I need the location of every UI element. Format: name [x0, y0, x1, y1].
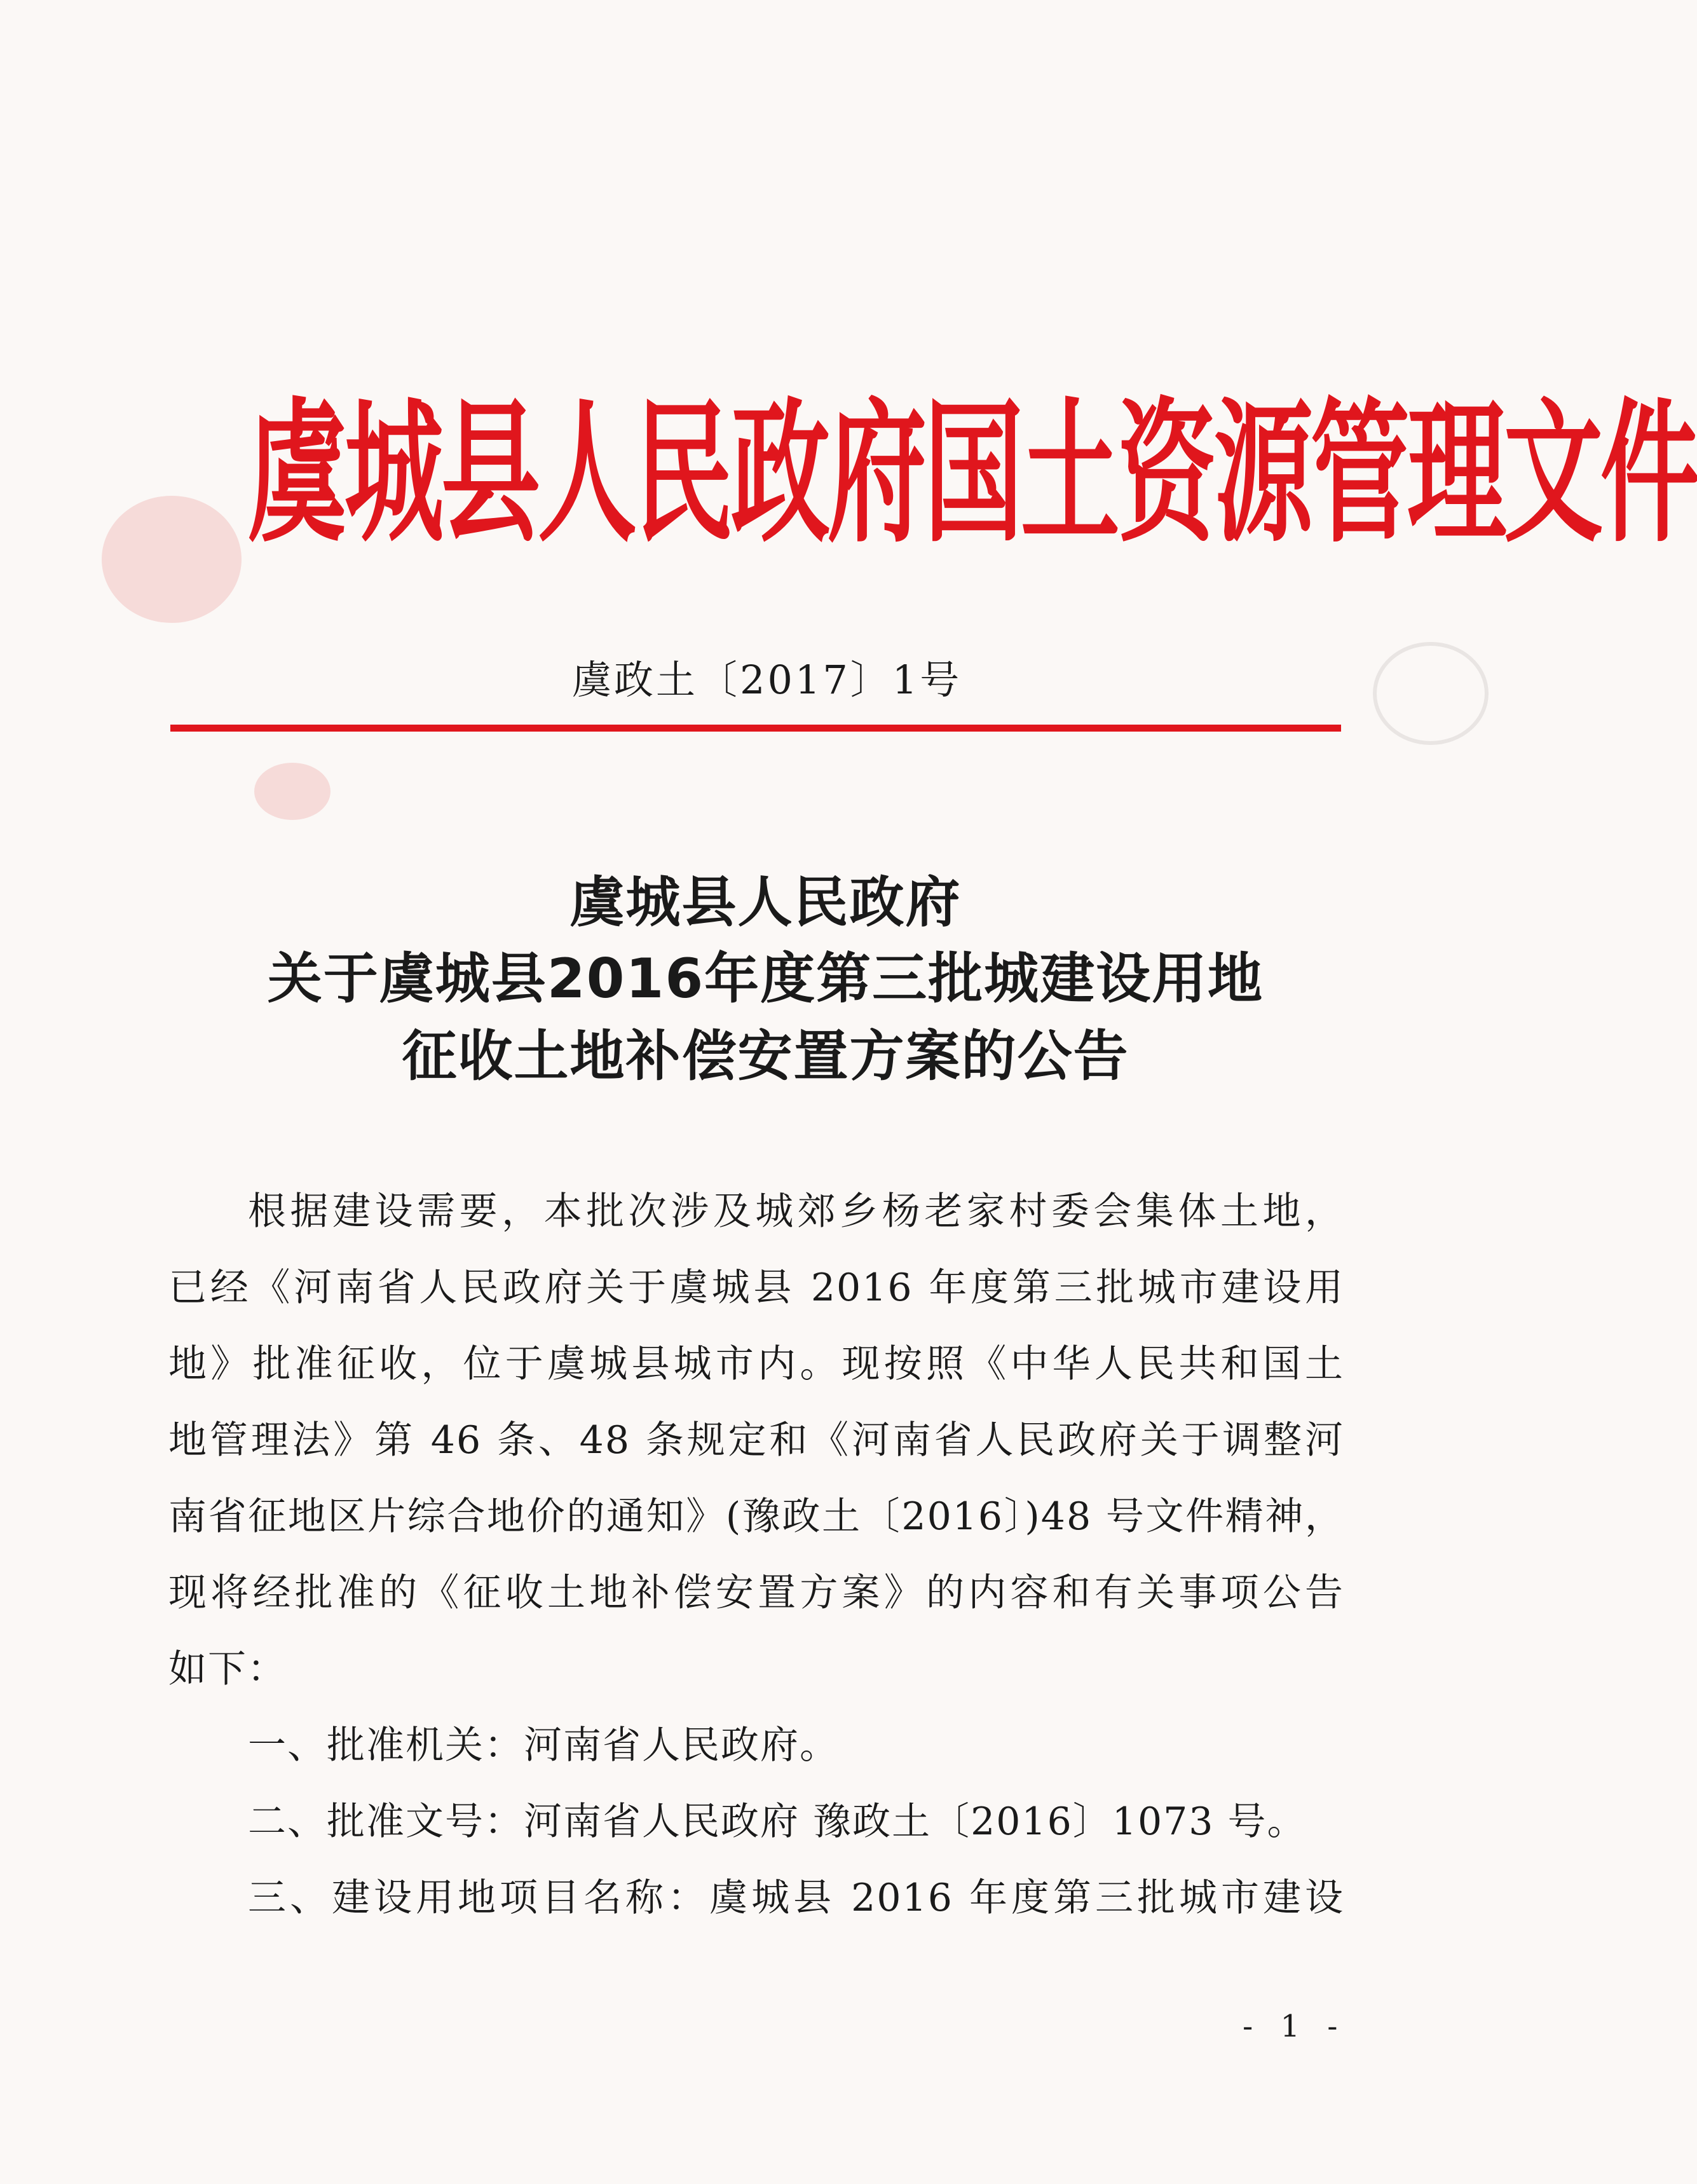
body-line: 现将经批准的《征收土地补偿安置方案》的内容和有关事项公告: [168, 1571, 1344, 1615]
body-line: 地管理法》第 46 条、48 条规定和《河南省人民政府关于调整河: [168, 1418, 1344, 1463]
header-red-divider: [170, 725, 1341, 732]
document-number: 虞政土〔2017〕1号: [572, 657, 962, 703]
red-ink-bleed: [254, 763, 331, 820]
paper-stain: [1373, 642, 1489, 745]
body-line: 根据建设需要，本批次涉及城郊乡杨老家村委会集体土地，: [248, 1189, 1344, 1234]
notice-title-line-1: 虞城县人民政府: [569, 871, 962, 934]
page-number: - 1 -: [1243, 2009, 1347, 2044]
body-list-item: 三、建设用地项目名称：虞城县 2016 年度第三批城市建设: [248, 1876, 1344, 1920]
red-ink-bleed: [102, 496, 242, 623]
body-line: 如下：: [168, 1647, 287, 1691]
notice-title-line-3: 征收土地补偿安置方案的公告: [402, 1025, 1129, 1088]
body-list-item: 二、批准文号：河南省人民政府 豫政土〔2016〕1073 号。: [248, 1799, 1307, 1844]
body-list-item: 一、批准机关：河南省人民政府。: [248, 1723, 839, 1768]
body-line: 地》批准征收，位于虞城县城市内。现按照《中华人民共和国土: [168, 1342, 1344, 1386]
body-line: 已经《河南省人民政府关于虞城县 2016 年度第三批城市建设用: [168, 1266, 1344, 1310]
document-header-title: 虞城县人民政府国土资源管理文件: [248, 383, 1697, 564]
body-line: 南省征地区片综合地价的通知》(豫政土〔2016〕)48 号文件精神，: [168, 1494, 1344, 1539]
notice-title-line-2: 关于虞城县2016年度第三批城建设用地: [267, 947, 1264, 1011]
